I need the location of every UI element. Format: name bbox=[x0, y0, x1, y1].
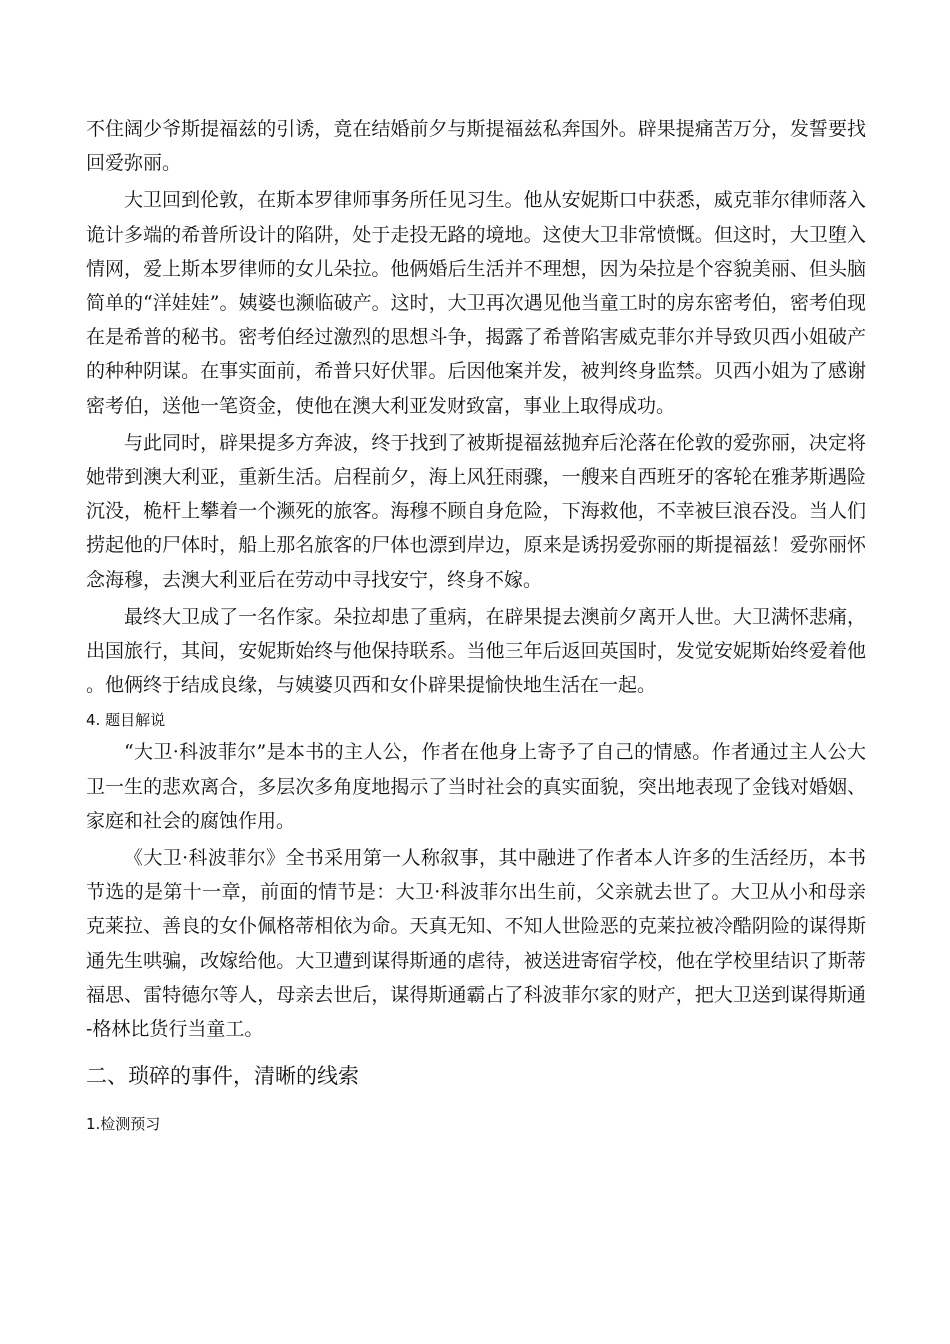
paragraph-title-meaning: “大卫·科波菲尔”是本书的主人公，作者在他身上寄予了自己的情感。作者通过主人公大卫一生的悲欢离合，多层次多角度地揭示了当时社会的真实面貌，突出地表现了金钱对婚姻、家庭和社会的腐蚀作用。 bbox=[86, 741, 866, 832]
paragraph-narration: 《大卫·科波菲尔》全书采用第一人称叙事，其中融进了作者本人许多的生活经历，本书节选的是第十一章，前面的情节是：大卫·科波菲尔出生前，父亲就去世了。大卫从小和母亲克莱拉、善良的女仆佩格蒂相依为命。天真无知、不知人世险恶的克莱拉被冷酷阴险的谋得斯通先生哄骗，改嫁给他。大卫遭到谋得斯通的虐待，被送进寄宿学校，他在学校里结识了斯蒂福思、雷特德尔等人，母亲去世后，谋得斯通霸占了科波菲尔家的财产，把大卫送到谋得斯通-格林比货行当童工。 bbox=[86, 847, 866, 1041]
subheading-title-explain: 4. 题目解说 bbox=[86, 711, 166, 730]
paragraph-continued: 不住阔少爷斯提福兹的引诱，竟在结婚前夕与斯提福兹私奔国外。辟果提痛苦万分，发誓要找回爱弥丽。 bbox=[86, 118, 866, 175]
paragraph-peggotty-emily: 与此同时，辟果提多方奔波，终于找到了被斯提福兹抛弃后沦落在伦敦的爱弥丽，决定将她带到澳大利亚，重新生活。启程前夕，海上风狂雨骤，一艘来自西班牙的客轮在雅茅斯遇险沉没，桅杆上攀着一个濒死的旅客。海穆不顾自身危险，下海救他，不幸被巨浪吞没。当人们捞起他的尸体时，船上那名旅客的尸体也漂到岸边，原来是诱拐爱弥丽的斯提福兹！爱弥丽怀念海穆，去澳大利亚后在劳动中寻找安宁，终身不嫁。 bbox=[86, 431, 866, 591]
paragraph-david-london: 大卫回到伦敦，在斯本罗律师事务所任见习生。他从安妮斯口中获悉，威克菲尔律师落入诡计多端的希普所设计的陷阱，处于走投无路的境地。这使大卫非常愤慨。但这时，大卫堕入情网，爱上斯本罗律师的女儿朵拉。他俩婚后生活并不理想，因为朵拉是个容貌美丽、但头脑简单的“洋娃娃”。姨婆也濒临破产。这时，大卫再次遇见他当童工时的房东密考伯，密考伯现在是希普的秘书。密考伯经过激烈的思想斗争，揭露了希普陷害威克菲尔并导致贝西小姐破产的种种阴谋。在事实面前，希普只好伏罪。后因他案并发，被判终身监禁。贝西小姐为了感谢密考伯，送他一笔资金，使他在澳大利亚发财致富，事业上取得成功。 bbox=[86, 189, 866, 417]
document-body bbox=[86, 112, 866, 1140]
section-heading: 二、琐碎的事件，清晰的线索 bbox=[86, 1064, 359, 1089]
paragraph-ending: 最终大卫成了一名作家。朵拉却患了重病，在辟果提去澳前夕离开人世。大卫满怀悲痛，出国旅行，其间，安妮斯始终与他保持联系。当他三年后返回英国时，发觉安妮斯始终爱着他。他俩终于结成良缘，与姨婆贝西和女仆辟果提愉快地生活在一起。 bbox=[86, 605, 866, 697]
subheading-preview: 1.检测预习 bbox=[86, 1115, 161, 1134]
